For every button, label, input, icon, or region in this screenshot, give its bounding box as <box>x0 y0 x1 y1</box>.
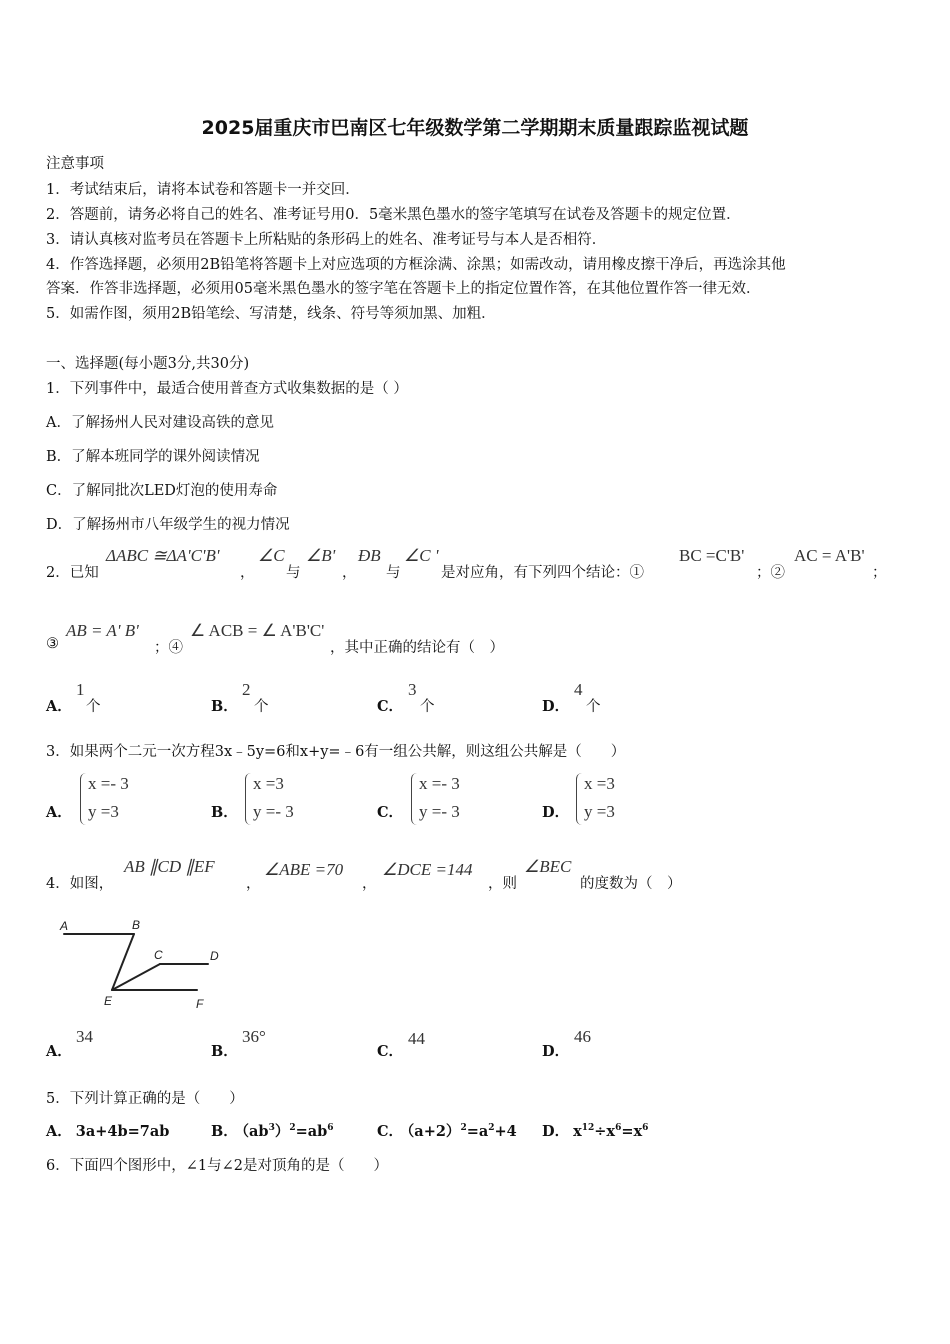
q2-math-angle-c: ∠C <box>258 546 285 565</box>
q3-option-c-label[interactable]: C． <box>377 804 404 821</box>
q2-math-ac: AC = A'B' <box>794 546 865 565</box>
q4-option-c-value: 44 <box>408 1029 425 1048</box>
q4-sep: ， <box>362 876 377 892</box>
q3-option-c-eq2: y =- 3 <box>419 802 460 821</box>
q1-option-c[interactable]: C．了解同批次LED灯泡的使用寿命 <box>46 483 278 499</box>
q5-option-c[interactable] <box>377 1120 517 1141</box>
q2-option-c-value: 3 <box>408 680 417 699</box>
q1-option-d[interactable]: D．了解扬州市八年级学生的视力情况 <box>46 517 290 533</box>
q3-option-d-eq2: y =3 <box>584 802 615 821</box>
q5-option-d-part: x <box>573 1123 582 1140</box>
q3-option-b-eq1: x =3 <box>253 774 284 793</box>
q2-math-bc: BC =C'B' <box>679 546 745 565</box>
brace-icon <box>245 773 253 825</box>
q5-option-c-sup: 2 <box>460 1123 467 1134</box>
q4-option-a-label[interactable]: A． <box>46 1043 72 1060</box>
question-2-number: 2．已知 <box>46 565 99 581</box>
q3-option-c-eq1: x =- 3 <box>419 774 460 793</box>
q2-option-d-value: 4 <box>574 680 583 699</box>
question-4-number: 4．如图， <box>46 876 114 892</box>
q5-option-c-part: +4 <box>494 1123 517 1140</box>
q5-option-b-sup: 2 <box>289 1123 296 1134</box>
q5-option-b-part: ） <box>274 1123 290 1140</box>
q2-math-congruent: ΔABC ≅ΔA'C'B' <box>106 546 220 565</box>
q2-math-angle-b: ÐB <box>358 546 381 565</box>
q5-option-c-label: C． <box>377 1123 404 1140</box>
q3-option-b-eq2: y =- 3 <box>253 802 294 821</box>
brace-icon <box>411 773 419 825</box>
q5-option-d-part: =x <box>621 1123 643 1140</box>
line-be <box>112 934 134 990</box>
q2-math-angle-b-prime: ∠B' <box>306 546 336 565</box>
q2-option-b-value: 2 <box>242 680 251 699</box>
q5-option-d-part: ÷x <box>594 1123 616 1140</box>
q2-math-angle-c-prime: ∠C ' <box>404 546 439 565</box>
q4-option-c-label[interactable]: C． <box>377 1043 404 1060</box>
brace-icon <box>80 773 88 825</box>
notice-heading: 注意事项 <box>46 156 104 172</box>
q2-text: ，其中正确的结论有（ ） <box>330 640 504 656</box>
q5-option-b-part: =ab <box>295 1123 328 1140</box>
label-a: A <box>60 919 69 933</box>
notice-item: 1．考试结束后，请将本试卷和答题卡一并交回． <box>46 182 360 198</box>
q2-option-c-label[interactable]: C． <box>377 698 404 715</box>
q5-option-d-label: D． <box>542 1123 570 1140</box>
q2-yu: 与 <box>286 565 301 581</box>
q2-circle-4: ；④ <box>154 640 183 656</box>
label-c: C <box>154 948 163 962</box>
q1-option-b[interactable]: B．了解本班同学的课外阅读情况 <box>46 449 260 465</box>
q4-sep: ， <box>246 876 261 892</box>
q2-text: ；② <box>756 565 785 581</box>
notice-item: 3．请认真核对监考员在答题卡上所粘贴的条形码上的姓名、准考证号与本人是否相符． <box>46 232 607 248</box>
q5-option-b-sup: 6 <box>327 1123 334 1134</box>
q3-option-d-eq1: x =3 <box>584 774 615 793</box>
q2-option-d-label[interactable]: D． <box>542 698 570 715</box>
section-heading: 一、选择题(每小题3分,共30分) <box>46 356 250 372</box>
label-d: D <box>210 949 219 963</box>
label-f: F <box>196 997 204 1011</box>
q3-option-a-label[interactable]: A． <box>46 804 72 821</box>
question-3-stem: 3．如果两个二元一次方程3x﹣5y=6和x+y=﹣6有一组公共解，则这组公共解是（ ） <box>46 744 626 760</box>
notice-item: 答案．作答非选择题，必须用05毫米黑色墨水的签字笔在答题卡上的指定位置作答，在其他位置作答一律无效． <box>46 281 761 297</box>
q4-math-angle-dce: ∠DCE =144 <box>382 860 473 879</box>
q1-option-a[interactable]: A．了解扬州人民对建设高铁的意见 <box>46 415 274 431</box>
q3-option-b-label[interactable]: B． <box>211 804 238 821</box>
q2-option-a-label[interactable]: A． <box>46 698 72 715</box>
q4-option-d-label[interactable]: D． <box>542 1043 570 1060</box>
q5-option-b[interactable] <box>211 1120 334 1141</box>
q3-option-d-label[interactable]: D． <box>542 804 570 821</box>
q4-tail: 的度数为（ ） <box>580 876 682 892</box>
q5-option-c-part: （a+2） <box>407 1123 461 1140</box>
q3-option-a-eq2: y =3 <box>88 802 119 821</box>
q2-math-angle-acb: ∠ ACB = ∠ A'B'C' <box>190 621 325 640</box>
q5-option-d-sup: 12 <box>581 1123 595 1134</box>
q2-circle-3: ③ <box>46 636 59 652</box>
label-e: E <box>104 994 113 1008</box>
q5-option-b-part: （ab <box>241 1123 269 1140</box>
q2-sep: ， <box>240 565 255 581</box>
notice-item: 4．作答选择题，必须用2B铅笔将答题卡上对应选项的方框涂满、涂黑；如需改动，请用橡皮擦干净后，再选涂其他 <box>46 257 786 273</box>
q2-option-b-unit: 个 <box>254 699 269 715</box>
q4-option-d-value: 46 <box>574 1027 591 1046</box>
line-ec <box>112 964 160 990</box>
page-title: 2025届重庆市巴南区七年级数学第二学期期末质量跟踪监视试题 <box>201 117 749 139</box>
q4-figure <box>52 912 242 1016</box>
q2-text: ； <box>872 565 887 581</box>
q2-option-a-value: 1 <box>76 680 85 699</box>
q5-option-a[interactable] <box>46 1120 169 1141</box>
q5-option-c-sup: 2 <box>488 1123 495 1134</box>
q2-option-c-unit: 个 <box>420 699 435 715</box>
q5-option-a-label: A． <box>46 1123 72 1140</box>
q5-option-c-part: =a <box>466 1123 489 1140</box>
q2-option-b-label[interactable]: B． <box>211 698 238 715</box>
q5-option-b-label: B． <box>211 1123 238 1140</box>
q4-math-angle-abe: ∠ABE =70 <box>264 860 344 879</box>
q5-option-d-sup: 6 <box>615 1123 622 1134</box>
q5-option-b-sup: 3 <box>268 1123 275 1134</box>
q5-option-d-sup: 6 <box>642 1123 649 1134</box>
q2-option-d-unit: 个 <box>586 699 601 715</box>
q2-yu: 与 <box>386 565 401 581</box>
q2-option-a-unit: 个 <box>86 699 101 715</box>
q3-option-a-eq1: x =- 3 <box>88 774 129 793</box>
q2-text: 是对应角，有下列四个结论：① <box>441 565 644 581</box>
q4-math-angle-bec: ∠BEC <box>524 857 572 876</box>
question-5-stem: 5．下列计算正确的是（ ） <box>46 1091 244 1107</box>
q4-option-b-label[interactable]: B． <box>211 1043 238 1060</box>
label-b: B <box>132 918 141 932</box>
q5-option-a-expr: 3a+4b=7ab <box>75 1123 170 1140</box>
q4-math-parallel: AB ∥CD ∥EF <box>124 857 215 876</box>
question-6-stem: 6．下面四个图形中，∠1与∠2是对顶角的是（ ） <box>46 1158 388 1174</box>
q2-sep: ， <box>342 565 357 581</box>
q4-option-a-value: 34 <box>76 1027 93 1046</box>
notice-item: 5．如需作图，须用2B铅笔绘、写清楚，线条、符号等须加黑、加粗． <box>46 306 496 322</box>
notice-item: 2．答题前，请务必将自己的姓名、准考证号用0．5毫米黑色墨水的签字笔填写在试卷及答题卡的规定位置． <box>46 207 741 223</box>
brace-icon <box>576 773 584 825</box>
question-1-stem: 1．下列事件中，最适合使用普查方式收集数据的是（ ） <box>46 381 408 397</box>
q2-math-ab: AB = A' B' <box>66 621 139 640</box>
q4-sep: ，则 <box>488 876 517 892</box>
q5-option-d[interactable] <box>542 1120 648 1141</box>
q4-option-b-value: 36° <box>242 1027 266 1046</box>
